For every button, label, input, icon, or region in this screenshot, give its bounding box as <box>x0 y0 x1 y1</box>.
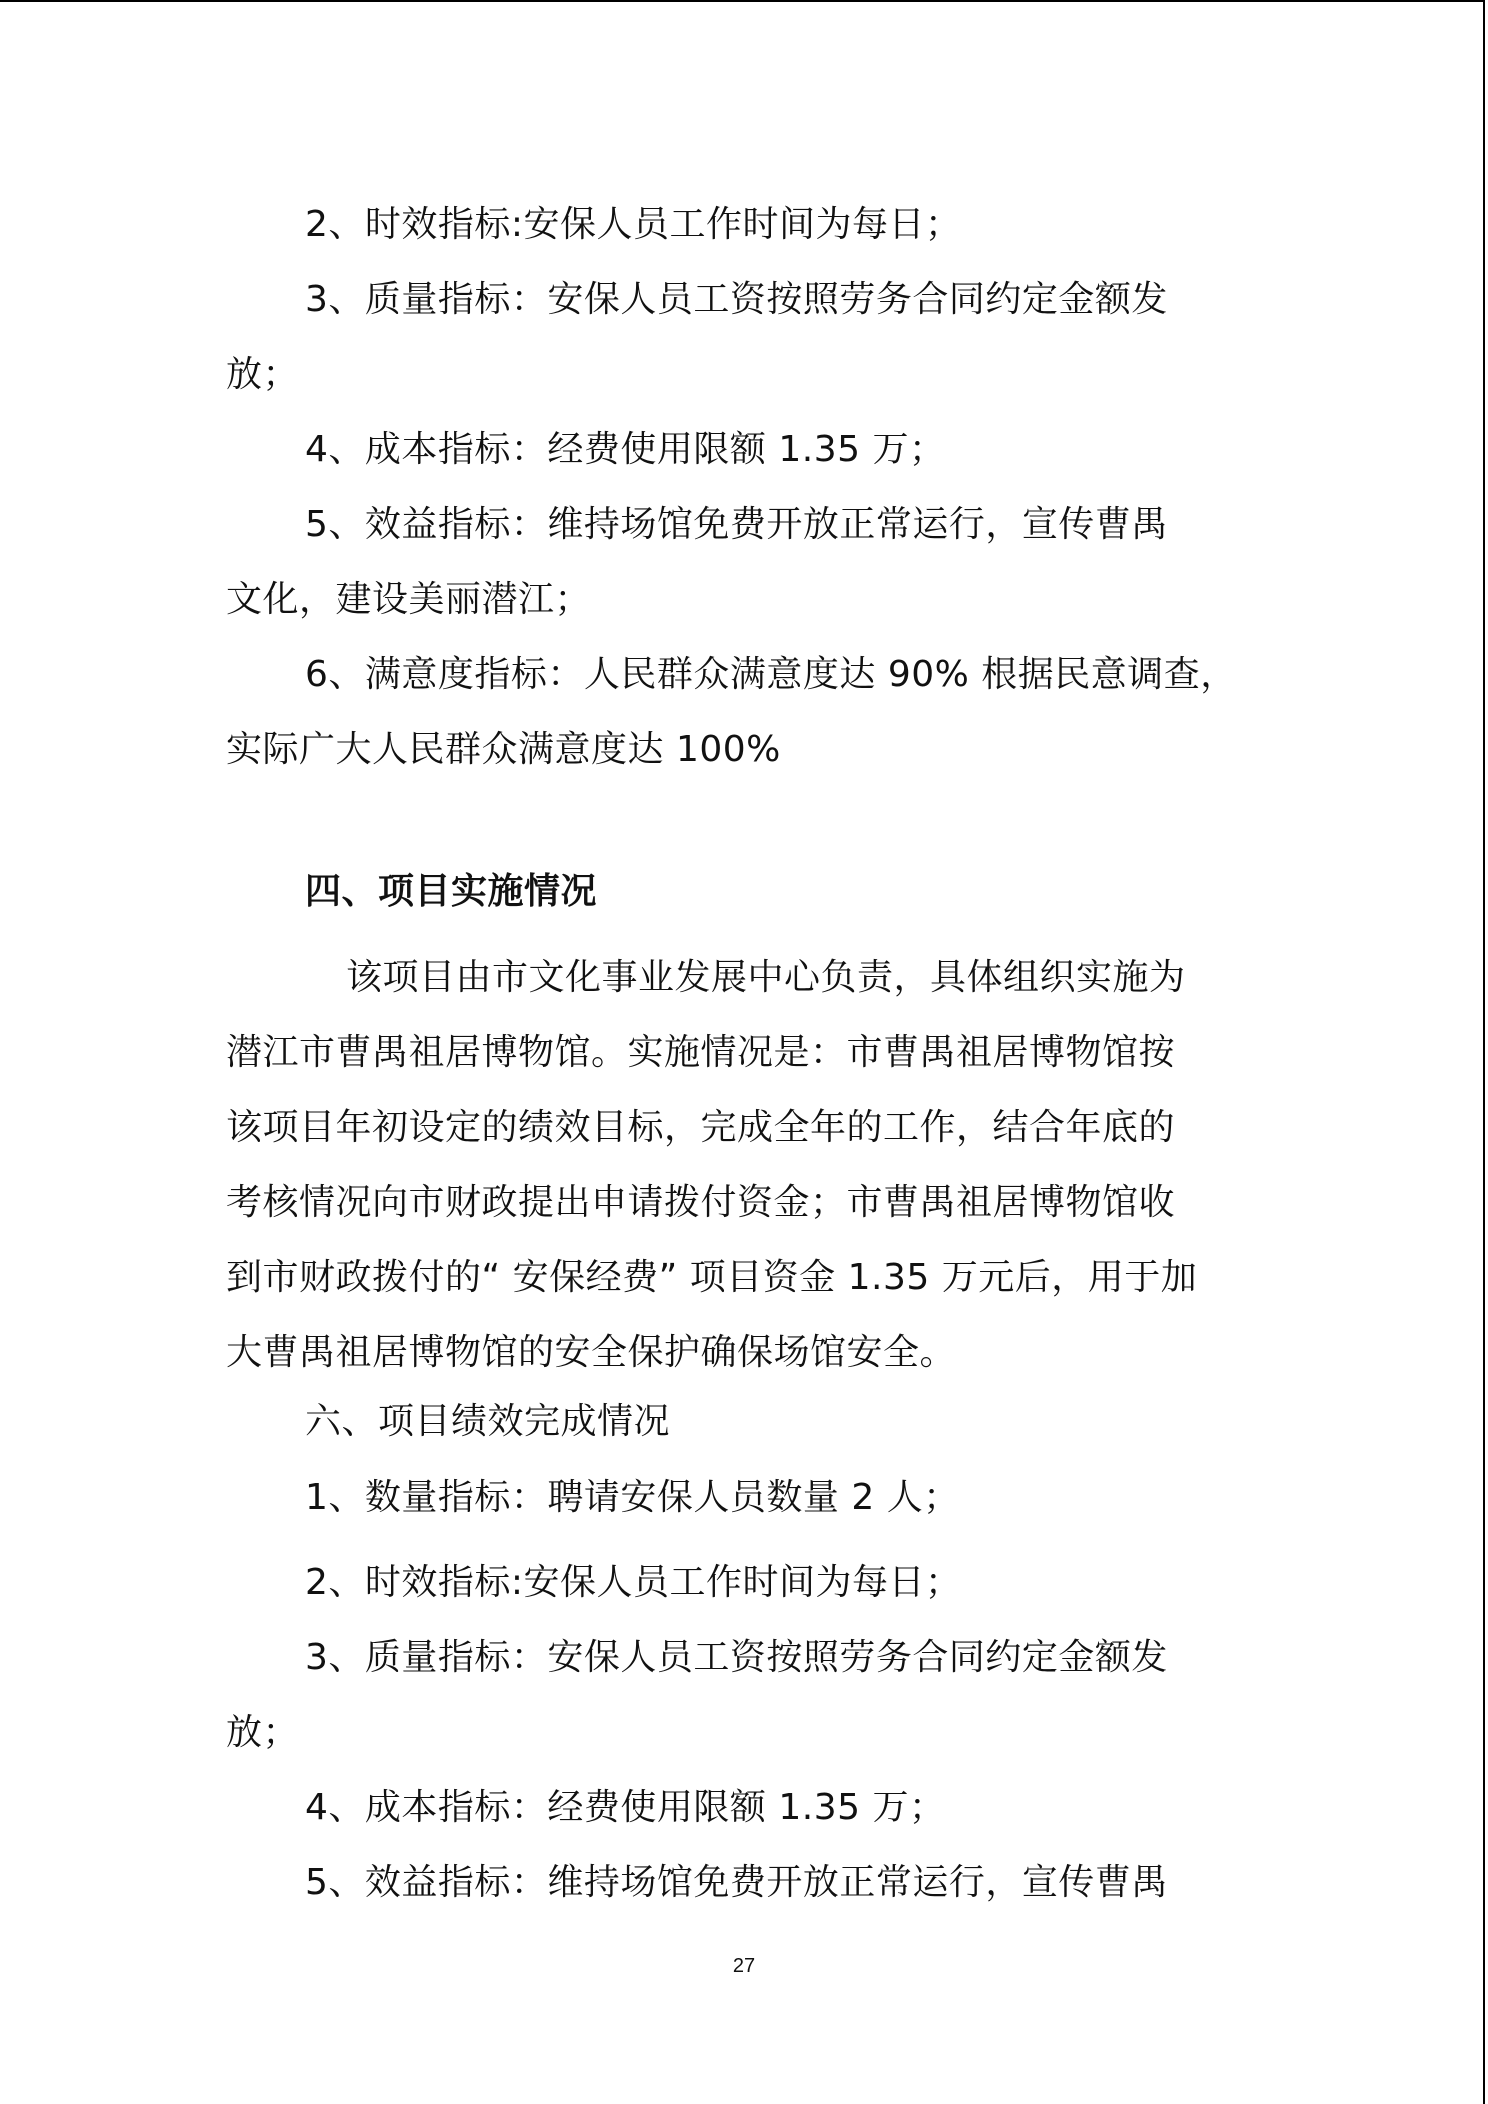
implementation-paragraph-line: 大曹禺祖居博物馆的安全保护确保场馆安全。 <box>226 1332 957 1373</box>
indicator-benefit: 5、效益指标：维持场馆免费开放正常运行，宣传曹禺 <box>305 1862 1168 1903</box>
indicator-quality-cont: 放； <box>226 1712 300 1753</box>
indicator-benefit-cont: 文化，建设美丽潜江； <box>226 579 592 620</box>
implementation-paragraph-line: 潜江市曹禺祖居博物馆。实施情况是：市曹禺祖居博物馆按 <box>226 1032 1176 1073</box>
implementation-paragraph-line: 该项目由市文化事业发展中心负责，具体组织实施为 <box>346 957 1186 998</box>
page-number: 27 <box>732 1955 756 1977</box>
section-heading-implementation: 四、项目实施情况 <box>305 871 598 912</box>
indicator-quality-cont: 放； <box>226 354 300 395</box>
indicator-timeliness: 2、时效指标:安保人员工作时间为每日； <box>305 1562 962 1603</box>
indicator-quality: 3、质量指标：安保人员工资按照劳务合同约定金额发 <box>305 279 1168 320</box>
implementation-paragraph-line: 该项目年初设定的绩效目标，完成全年的工作，结合年底的 <box>226 1107 1176 1148</box>
implementation-paragraph-line: 考核情况向市财政提出申请拨付资金；市曹禺祖居博物馆收 <box>226 1182 1176 1223</box>
indicator-quantity: 1、数量指标：聘请安保人员数量 2 人； <box>305 1477 960 1518</box>
indicator-satisfaction: 6、满意度指标：人民群众满意度达 90% 根据民意调查， <box>305 654 1237 695</box>
indicator-benefit: 5、效益指标：维持场馆免费开放正常运行，宣传曹禺 <box>305 504 1168 545</box>
indicator-satisfaction-cont: 实际广大人民群众满意度达 100% <box>226 729 781 770</box>
indicator-timeliness: 2、时效指标:安保人员工作时间为每日； <box>305 204 962 245</box>
section-heading-performance: 六、项目绩效完成情况 <box>305 1401 671 1442</box>
indicator-cost: 4、成本指标：经费使用限额 1.35 万； <box>305 429 946 470</box>
indicator-cost: 4、成本指标：经费使用限额 1.35 万； <box>305 1787 946 1828</box>
indicator-quality: 3、质量指标：安保人员工资按照劳务合同约定金额发 <box>305 1637 1168 1678</box>
implementation-paragraph-line: 到市财政拨付的“ 安保经费” 项目资金 1.35 万元后，用于加 <box>226 1257 1198 1298</box>
